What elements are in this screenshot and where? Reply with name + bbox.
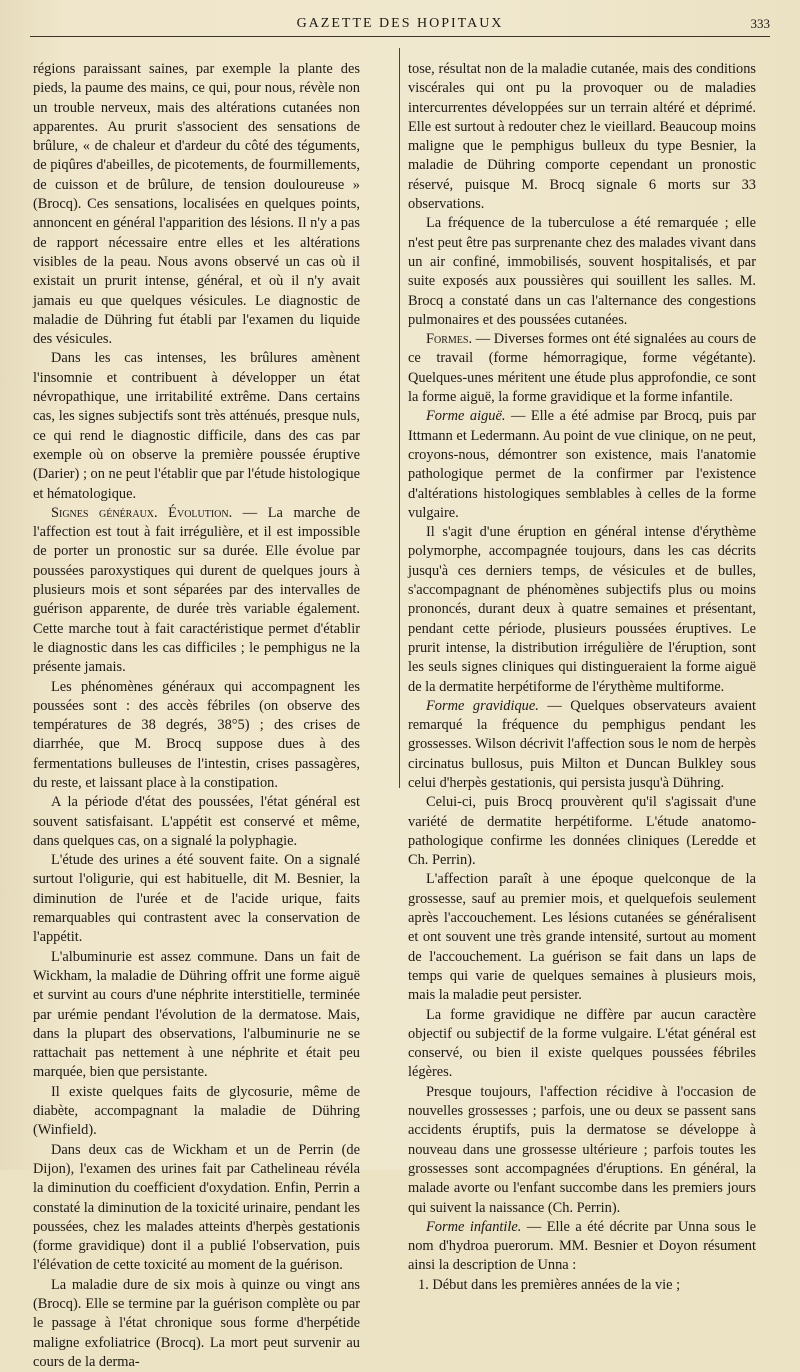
paragraph: Presque toujours, l'affection récidive à l'occasion de nouvelles grossesses ; parfois, une ou deux se passent sans accidents éruptifs, puis la dermatose se développe à nouveau dans une grossesse ultérieure ; parfois toutes les grossesses sont accompagnées d'éruptions. En général, la malade avorte ou l'enfant succombe dans les premiers jours qui suivent la naissance (Ch. Perrin). xyxy=(408,1083,756,1216)
section-heading: Signes généraux. Évolution. xyxy=(51,504,233,521)
paragraph xyxy=(408,407,756,523)
paragraph-text: — Quelques observateurs avaient remarqué la fréquence du pemphigus pendant les grossesses. Wilson décrivit l'affection sous le nom de herpès circinatus bullosus, puis Milton et Duncan Bulkley sous celui d'herpès gestationis, qui persista jusqu'à Dühring. xyxy=(408,697,756,791)
paragraph: A la période d'état des poussées, l'état général est souvent satisfaisant. L'appétit est conservé et même, dans quelques cas, on a signalé la polyphagie. xyxy=(33,794,360,849)
paragraph: Celui-ci, puis Brocq prouvèrent qu'il s'agissait d'une variété de dermatite herpétiforme. L'étude anatomo-pathologique confirme les données cliniques (Leredde et Ch. Perrin). xyxy=(408,794,756,869)
section-heading: Formes. xyxy=(426,331,473,348)
journal-title: GAZETTE DES HOPITAUX xyxy=(296,16,504,31)
subsection-heading: Forme aiguë. xyxy=(426,408,506,425)
subsection-heading: Forme infantile. xyxy=(426,1218,522,1235)
paragraph: La maladie dure de six mois à quinze ou vingt ans (Brocq). Elle se termine par la guérison complète ou par le passage à l'état chronique sous forme d'herpétide maligne exfoliatrice (Brocq). La mort peut survenir au cours de la derma- xyxy=(33,1276,360,1370)
page-number: 333 xyxy=(750,16,770,31)
paragraph-text: — Diverses formes ont été signalées au cours de ce travail (forme hémorragique, forme végétante). Quelques-unes méritent une étude plus approfondie, ce sont la forme aiguë, la forme gravidique et la forme infantile. xyxy=(408,331,756,406)
paragraph: Les phénomènes généraux qui accompagnent les poussées sont : des accès fébriles (on observe des températures de 38 degrés, 38°5) ; des crises de diarrhée, que M. Brocq suppose dues à des fermentations bulleuses de l'intestin, crises passagères, du reste, et laissant place à la constipation. xyxy=(33,678,360,791)
paragraph xyxy=(408,1218,756,1276)
paragraph: tose, résultat non de la maladie cutanée, mais des conditions viscérales qui ont pu la provoquer ou de maladies intercurrentes développées sur un terrain altéré et déprimé. Elle est surtout à redouter chez le vieillard. Beaucoup moins maligne que le pemphigus bulleux du type Besnier, la maladie de Dühring comporte cependant un pronostic réservé, puisque M. Brocq signale 6 morts sur 33 observations. xyxy=(408,61,756,213)
paragraph: Dans deux cas de Wickham et un de Perrin (de Dijon), l'examen des urines fait par Cathelineau révéla la diminution du coefficient d'oxydation. Enfin, Perrin a constaté la diminution de la toxicité urinaire, pendant les poussées, chez les malades atteints d'herpès gestationis (forme gravidique) dont il a publié l'observation, puis l'élévation de cette toxicité au moment de la guérison. xyxy=(33,1141,360,1274)
paragraph: L'albuminurie est assez commune. Dans un fait de Wickham, la maladie de Dühring offrit une forme aiguë et survint au cours d'une néphrite interstitielle, terminée par urémie pendant l'évolution de la dermatose. Mais, dans la plupart des observations, l'albuminurie ne se rattachait pas nettement à une néphrite et était peu marquée, bien que persistante. xyxy=(33,948,360,1081)
paragraph xyxy=(33,504,360,678)
column-divider xyxy=(399,48,400,788)
paragraph: régions paraissant saines, par exemple la plante des pieds, la paume des mains, ce qui, pour nous, révèle non un trouble nerveux, mais des altérations cutanées non apparentes. Au prurit s'associent des sensations de brûlure, « de chaleur et d'ardeur du côté des téguments, de piqûres d'abeilles, de picotements, de fourmillements, de cuisson et de brûlure, de tension douloureuse » (Brocq). Ces sensations, localisées en quelques points, annoncent en général l'apparition des lésions. Il n'y a pas de rapport nécessaire entre elles et les altérations visibles de la peau. Nous avons observé un cas où il existait un prurit intense, général, et où il n'y avait jamais eu que quelques vésicules. Le diagnostic de maladie de Dühring fut établi par l'examen du liquide des vésicules. xyxy=(33,61,360,348)
paragraph xyxy=(408,330,756,407)
paragraph: Il existe quelques faits de glycosurie, même de diabète, accompagnant la maladie de Dühring (Winfield). xyxy=(33,1083,360,1139)
paragraph: Il s'agit d'une éruption en général intense d'érythème polymorphe, accompagnée toujours, dans les cas décrits jusqu'à ces derniers temps, de vésicules et de bulles, s'accompagnant de phénomènes subjectifs plus ou moins prononcés, durant deux à quatre semaines et présentant, pendant cette période, plusieurs poussées éruptives. Le prurit intense, la distribution irrégulière de l'éruption, sont les seuls signes cliniques qui distingueraient la forme aiguë de la dermatite herpétiforme de l'érythème multiforme. xyxy=(408,524,756,695)
paragraph-text: — Elle a été décrite par Unna sous le nom d'hydroa puerorum. MM. Besnier et Doyon résument ainsi la description de Unna : xyxy=(408,1218,756,1274)
paragraph-text: — Elle a été admise par Brocq, puis par Ittmann et Ledermann. Au point de vue clinique, on ne peut, croyons-nous, démontrer son existence, mais l'anatomie pathologique permet de la confirmer par l'existence d'altérations histologiques semblables à celles de la forme vulgaire. xyxy=(408,408,756,521)
paragraph-text: — La marche de l'affection est tout à fait irrégulière, et il est impossible de porter un pronostic sur sa durée. Elle évolue par poussées paroxystiques qui durent de quelques jours à plusieurs mois et sont séparées par des intervalles de guérison apparente, de durée très variable également. Cette marche tout à fait caractéristique permet d'établir le diagnostic dans les cas difficiles ; le pemphigus ne la présente jamais. xyxy=(33,504,361,676)
right-column xyxy=(408,60,756,1295)
paragraph: La fréquence de la tuberculose a été remarquée ; elle n'est peut être pas surprenante chez des malades vivant dans un air confiné, immobilisés, souvent hospitalisés, et par suite exposés aux poussières qui souillent les salles. M. Brocq a constaté dans un cas l'alternance des congestions pulmonaires et des poussées cutanées. xyxy=(408,215,756,328)
paragraph xyxy=(408,697,756,793)
list-item: 1. Début dans les premières années de la vie ; xyxy=(418,1276,681,1293)
paragraph: L'affection paraît à une époque quelconque de la grossesse, sauf au premier mois, et quelquefois seulement après l'accouchement. Les lésions cutanées se généralisent et ont souvent une très grande intensité, surtout au moment de l'accouchement. La guérison se fait dans un laps de temps qui varie de quelques semaines à plusieurs mois, mais la maladie peut persister. xyxy=(408,871,756,1004)
paragraph: L'étude des urines a été souvent faite. On a signalé surtout l'oligurie, qui est habituelle, dit M. Besnier, la diminution de l'urée et de l'acide urique, faits remarquables qui contrastent avec la conservation de l'appétit. xyxy=(33,852,360,946)
paragraph: La forme gravidique ne diffère par aucun caractère objectif ou subjectif de la forme vulgaire. L'état général est conservé, ou bien il existe quelques poussées fébriles légères. xyxy=(408,1006,756,1081)
page-header xyxy=(30,14,770,37)
left-column xyxy=(33,60,360,1372)
paragraph: Dans les cas intenses, les brûlures amènent l'insomnie et contribuent à développer un état névropathique, une irritabilité extrême. Dans certains cas, les signes subjectifs sont très atténués, presque nuls, ce qui rend le diagnostic difficile, dans des cas par exemple où on observe la première poussée éruptive (Darier) ; on ne peut l'établir que par l'étude histologique et hématologique. xyxy=(33,350,360,502)
subsection-heading: Forme gravidique. xyxy=(426,697,539,714)
